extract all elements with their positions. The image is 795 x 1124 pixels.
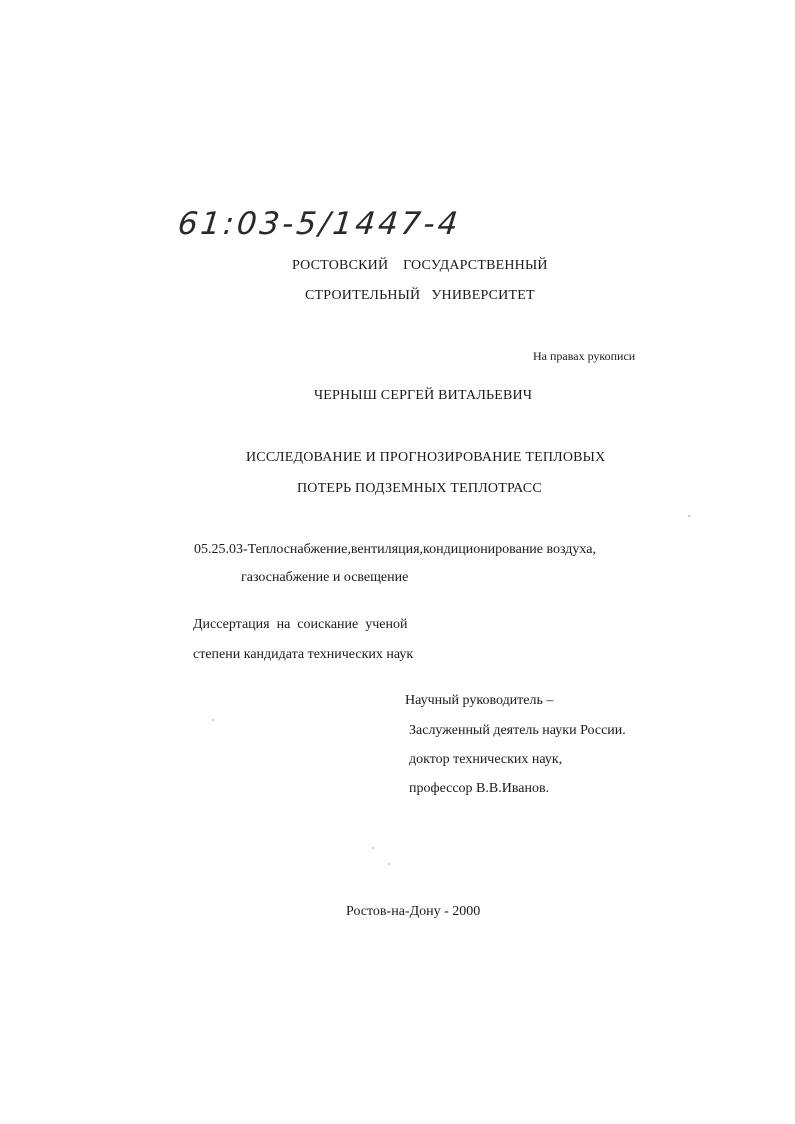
supervisor-heading: Научный руководитель – (405, 693, 554, 708)
scan-speck (688, 515, 690, 517)
place-and-year: Ростов-на-Дону - 2000 (346, 904, 481, 919)
scan-speck (388, 863, 390, 865)
degree-statement-line1: Диссертация на соискание ученой (193, 617, 408, 632)
catalog-number-handwritten: 61:03-5/1447-4 (176, 206, 463, 242)
university-name-line2: СТРОИТЕЛЬНЫЙ УНИВЕРСИТЕТ (305, 288, 535, 303)
supervisor-degree: доктор технических наук, (409, 752, 563, 767)
specialty-code-line2: газоснабжение и освещение (241, 570, 409, 585)
university-name-line1: РОСТОВСКИЙ ГОСУДАРСТВЕННЫЙ (292, 258, 548, 273)
manuscript-rights-note: На правах рукописи (533, 349, 636, 363)
dissertation-title-line2: ПОТЕРЬ ПОДЗЕМНЫХ ТЕПЛОТРАСС (297, 481, 542, 496)
scan-speck (372, 847, 374, 849)
supervisor-title: Заслуженный деятель науки России. (409, 723, 626, 738)
dissertation-title-line1: ИССЛЕДОВАНИЕ И ПРОГНОЗИРОВАНИЕ ТЕПЛОВЫХ (246, 450, 606, 465)
degree-statement-line2: степени кандидата технических наук (193, 647, 414, 662)
specialty-code-line1: 05.25.03-Теплоснабжение,вентиляция,кондиционирование воздуха, (194, 542, 596, 557)
supervisor-name: профессор В.В.Иванов. (409, 781, 550, 796)
author-name: ЧЕРНЫШ СЕРГЕЙ ВИТАЛЬЕВИЧ (314, 388, 533, 403)
scan-speck (212, 719, 214, 721)
